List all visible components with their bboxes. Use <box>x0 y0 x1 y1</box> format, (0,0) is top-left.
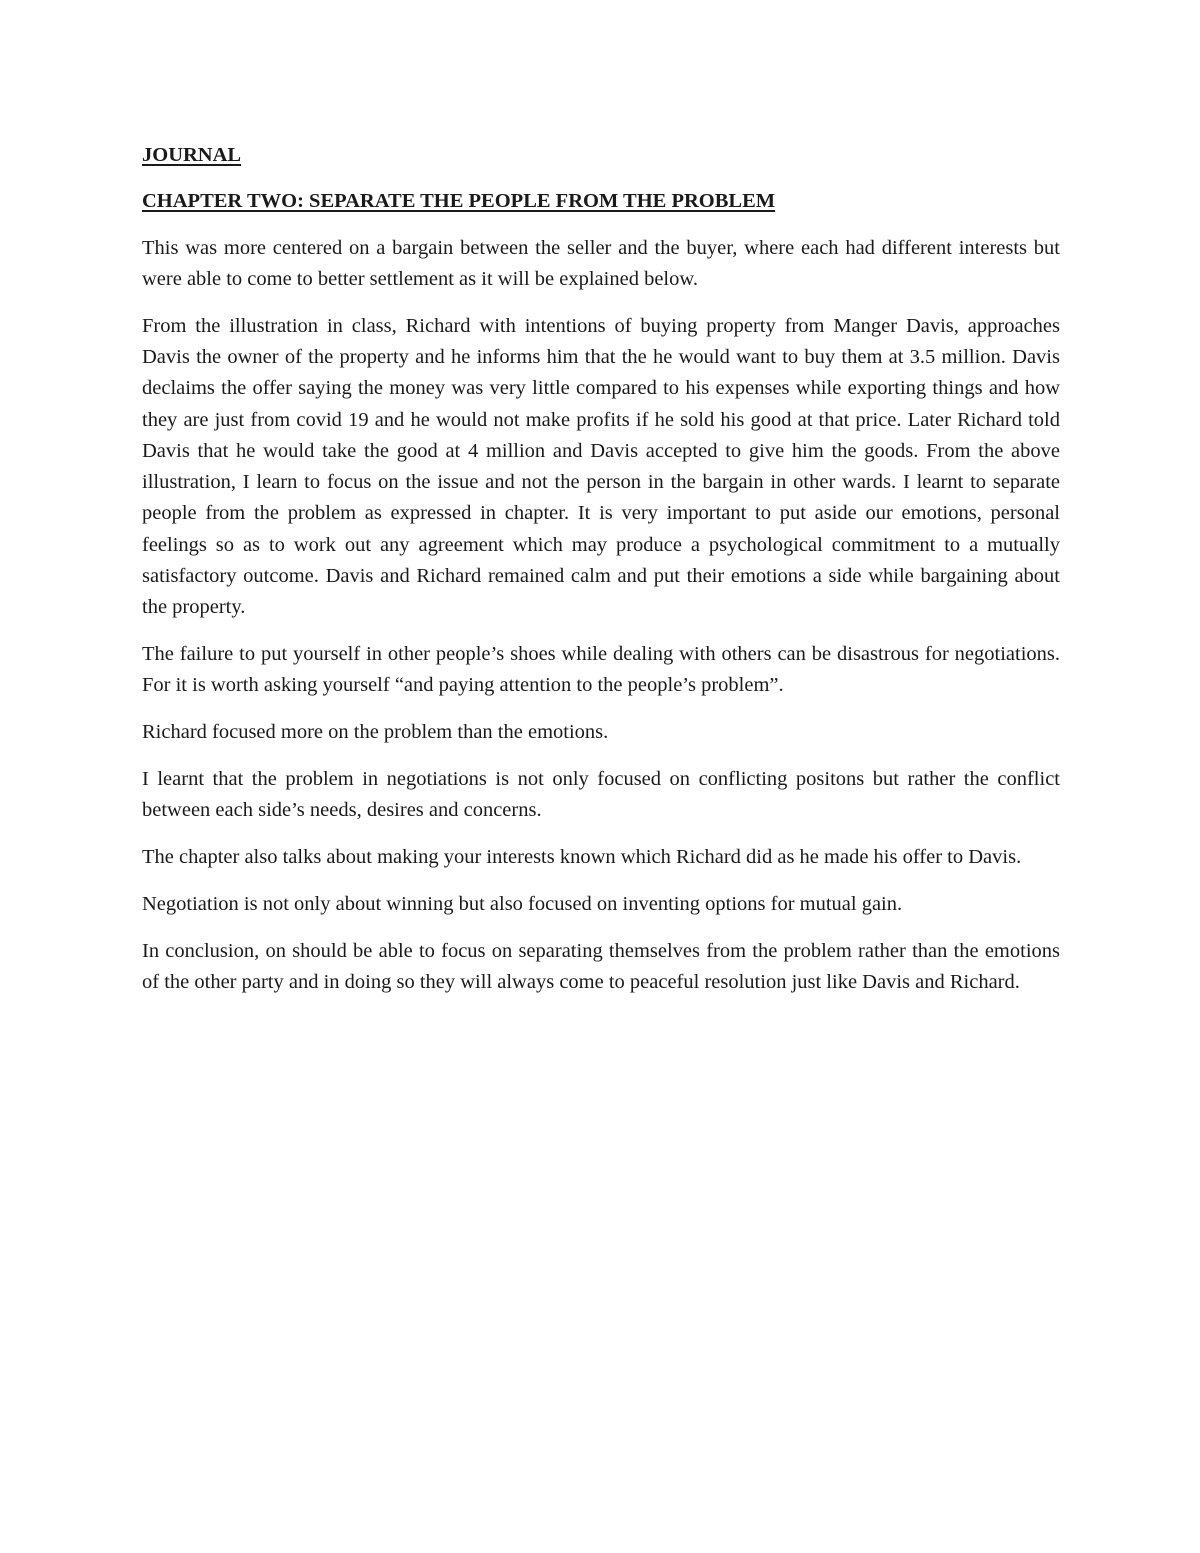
paragraph-interests: The chapter also talks about making your interests known which Richard did as he made his offer to Davis. <box>142 846 1022 869</box>
paragraph-problem: I learnt that the problem in negotiations is not only focused on conflicting positons but rather the conflict between each side’s needs, desires and concerns. <box>142 768 1060 822</box>
paragraph-focus: Richard focused more on the problem than the emotions. <box>142 721 609 744</box>
document-body <box>142 140 1060 1014</box>
paragraph-conclusion: In conclusion, on should be able to focus on separating themselves from the problem rather than the emotions of the other party and in doing so they will always come to peaceful resolution just like Davis and Richard. <box>142 939 1060 994</box>
chapter-heading: CHAPTER TWO: SEPARATE THE PEOPLE FROM THE PROBLEM <box>142 190 776 213</box>
paragraph-negotiation: Negotiation is not only about winning but also focused on inventing options for mutual gain. <box>142 892 903 915</box>
paragraph-failure: The failure to put yourself in other people’s shoes while dealing with others can be disastrous for negotiations. For it is worth asking yourself “and paying attention to the people’s problem”. <box>142 643 1060 697</box>
paragraph-intro: This was more centered on a bargain between the seller and the buyer, where each had different interests but were able to come to better settlement as it will be explained below. <box>142 236 1060 290</box>
paragraph-illustration: From the illustration in class, Richard with intentions of buying property from Manger Davis, approaches Davis the owner of the property and he informs him that the he would want to buy them at 3.5 million. Davis declaims the offer saying the money was very little compared to his expenses while exporting things and how they are just from covid 19 and he would not make profits if he sold his good at that price. Later Richard told Davis that he would take the good at 4 million and Davis accepted to give him the goods. From the above illustration, I learn to focus on the issue and not the person in the bargain in other wards. I learnt to separate people from the problem as expressed in chapter. It is very important to put aside our emotions, personal feelings so as to work out any agreement which may produce a psychological commitment to a mutually satisfactory outcome. Davis and Richard remained calm and put their emotions a side while bargaining about the property. <box>142 314 1060 619</box>
document-title: JOURNAL <box>142 144 242 166</box>
